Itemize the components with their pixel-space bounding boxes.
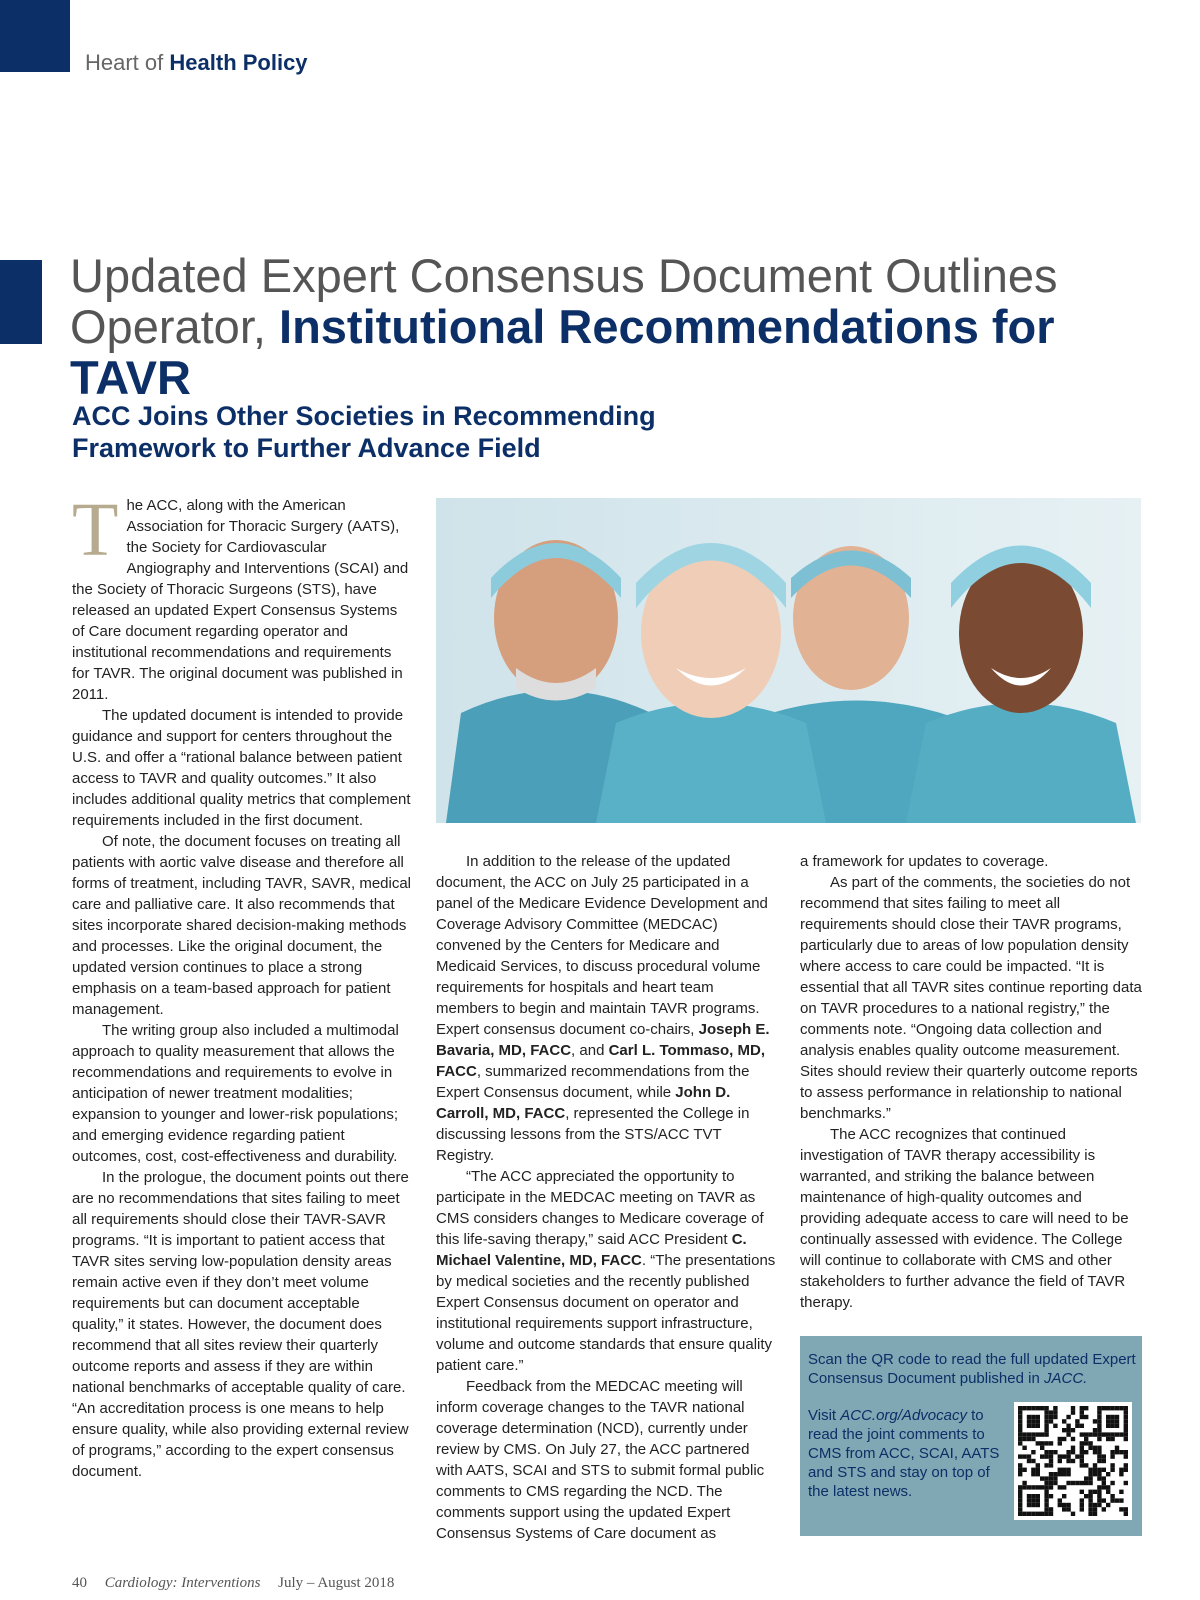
paragraph: As part of the comments, the societies do not recommend that sites failing to meet all requirements should close their TAVR programs, particularly due to areas of low population density where access to care could be impacted. “It is essential that all TAVR sites continue reporting data on TAVR procedures to a national registry,” the comments note. “Ongoing data collection and analysis enables quality outcome measurement. Sites should review their quarterly outcome reports to assess performance in relationship to national benchmarks.” [800, 874, 1142, 1122]
paragraph-text: , and [571, 1042, 605, 1059]
section-label [85, 50, 308, 76]
paragraph-text: In addition to the release of the updated document, the ACC on July 25 participated in a panel of the Medicare Evidence Development and Coverage Advisory Committee (MEDCAC) convened by the Centers for Medicare and Medicaid Services, to discuss procedural volume requirements for hospitals and heart team members to begin and maintain TAVR programs. Expert consensus document co-chairs, [436, 853, 768, 1038]
paragraph: In the prologue, the document points out there are no recommendations that sites failing to meet all requirements should close their TAVR-SAVR programs. “It is important to patient access that TAVR sites serving low-population density areas remain active even if they don’t meet volume requirements but can document acceptable quality,” it states. However, the document does recommend that all sites review their quarterly outcome reports and assess if they are within national benchmarks of acceptable quality of care. “An accreditation process is one means to help ensure quality, while also providing external review of programs,” according to the expert consensus document. [72, 1169, 409, 1480]
title-accent-bar [0, 260, 42, 344]
paragraph [436, 851, 778, 1166]
qr-callout-box [800, 1336, 1142, 1536]
body-column-3 [800, 851, 1145, 1313]
visit-suffix: to read the joint comments to CMS from ACC, SCAI, AATS and STS and stay on top of the latest news. [808, 1407, 1000, 1500]
surgical-team-photo [436, 498, 1141, 823]
visit-prefix: Visit [808, 1407, 837, 1424]
person-name: John D. Carroll, MD, FACC [436, 1084, 731, 1122]
paragraph-text: , summarized recommendations from the Expert Consensus document, while [436, 1063, 750, 1101]
paragraph: Of note, the document focuses on treating all patients with aortic valve disease and therefore all forms of treatment, including TAVR, SAVR, medical care and palliative care. It also recommends that sites incorporate shared decision-making methods and processes. Like the original document, the updated version continues to place a strong emphasis on a team-based approach for patient management. [72, 833, 412, 1018]
paragraph: Feedback from the MEDCAC meeting will inform coverage changes to the TAVR national coverage determination (NCD), currently under review by CMS. On July 27, the ACC partnered with AATS, SCAI and STS to submit formal public comments to CMS regarding the NCD. The comments support using the updated Expert Consensus Systems of Care document as [436, 1378, 765, 1542]
qr-instruction-text: Scan the QR code to read the full updated Expert Consensus Document published in [808, 1351, 1136, 1387]
person-name: Joseph E. Bavaria, MD, FACC [436, 1021, 770, 1059]
qr-instruction [808, 1350, 1138, 1388]
body-column-1 [72, 488, 412, 1482]
issue-date: July – August 2018 [278, 1575, 395, 1591]
body-column-2 [436, 851, 778, 1544]
person-name: Carl L. Tommaso, MD, FACC [436, 1042, 766, 1080]
section-prefix: Heart of [85, 50, 164, 75]
person-name: C. Michael Valentine, MD, FACC [436, 1231, 747, 1269]
qr-code-icon[interactable] [1014, 1402, 1132, 1520]
paragraph: The updated document is intended to provide guidance and support for centers throughout the U.S. and offer a “rational balance between patient access to TAVR and quality outcomes.” It also includes additional quality metrics that complement requirements included in the first document. [72, 707, 411, 829]
paragraph [72, 488, 412, 705]
title-light: Updated Expert Consensus Document Outlines Operator, [70, 249, 1058, 353]
page-number: 40 [72, 1575, 87, 1591]
paragraph: The writing group also included a multimodal approach to quality measurement that allows the recommendations and requirements to evolve in anticipation of newer treatment modalities; expansion to younger and lower-risk populations; and emerging evidence regarding patient outcomes, cost, cost-effectiveness and durability. [72, 1022, 399, 1165]
article-title [70, 250, 1180, 403]
journal-name: JACC. [1043, 1370, 1088, 1387]
paragraph: a framework for updates to coverage. [800, 853, 1049, 870]
section-name: Health Policy [169, 50, 308, 75]
publication-name: Cardiology: Interventions [104, 1575, 261, 1591]
advocacy-link[interactable]: ACC.org/Advocacy [840, 1407, 967, 1424]
paragraph-text: . “The presentations by medical societies and the recently published Expert Consensus document on operator and institutional requirements support infrastructure, volume and outcome standards that ensure quality patient care.” [436, 1252, 776, 1374]
page-footer [72, 1575, 394, 1592]
paragraph: The ACC recognizes that continued investigation of TAVR therapy accessibility is warranted, and striking the balance between maintenance of high-quality outcomes and providing adequate access to care will need to be continually assessed with evidence. The College will continue to collaborate with CMS and other stakeholders to further advance the field of TAVR therapy. [800, 1126, 1129, 1311]
paragraph [436, 1166, 778, 1376]
visit-instruction [808, 1406, 1003, 1501]
paragraph-text: he ACC, along with the American Association for Thoracic Surgery (AATS), the Society for Cardiovascular Angiography and Interventions (SCAI) and the Society of Thoracic Surgeons (STS), have released an updated Expert Consensus Systems of Care document regarding operator and institutional recommendations and requirements for TAVR. The original document was published in 2011. [72, 497, 409, 703]
article-subtitle: ACC Joins Other Societies in Recommending Framework to Further Advance Field [72, 401, 656, 463]
paragraph-text: “The ACC appreciated the opportunity to participate in the MEDCAC meeting on TAVR as CMS considers changes to Medicare coverage of this life-saving therapy,” said ACC President [436, 1168, 764, 1248]
drop-cap: T [72, 488, 119, 572]
title-bold: Institutional Recommendations for TAVR [70, 300, 1055, 404]
corner-accent-bar [0, 0, 70, 72]
paragraph-text: , represented the College in discussing lessons from the STS/ACC TVT Registry. [436, 1105, 750, 1164]
